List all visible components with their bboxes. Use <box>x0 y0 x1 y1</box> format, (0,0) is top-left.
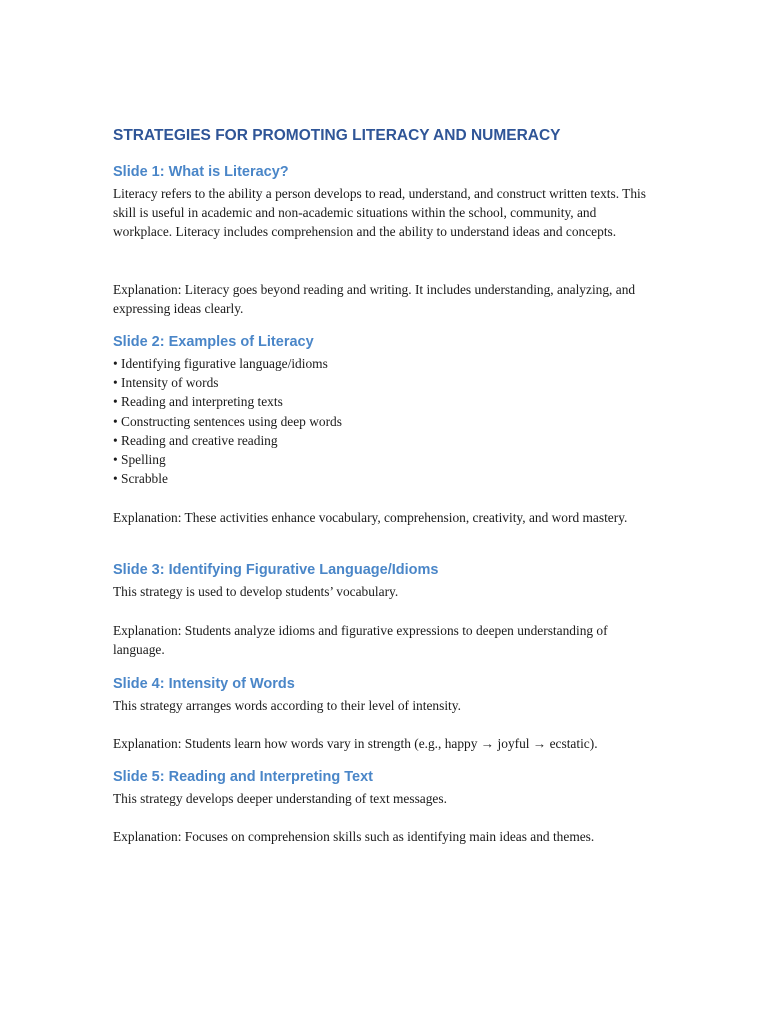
slide-5-explanation: Explanation: Focuses on comprehension skills such as identifying main ideas and themes. <box>113 829 595 844</box>
slide-1-heading: Slide 1: What is Literacy? <box>113 164 289 180</box>
slide-5-body: This strategy develops deeper understanding of text messages. <box>113 791 447 806</box>
slide-5-heading: Slide 5: Reading and Interpreting Text <box>113 769 373 785</box>
slide-1-body: Literacy refers to the ability a person develops to read, understand, and construct written texts. This skill is useful in academic and non-academic situations within the school, community, and workplace. Literacy includes comprehension and the ability to understand ideas and concepts. <box>113 186 646 240</box>
slide-2-heading: Slide 2: Examples of Literacy <box>113 334 314 350</box>
slide-4-heading: Slide 4: Intensity of Words <box>113 676 295 692</box>
document-title: STRATEGIES FOR PROMOTING LITERACY AND NUMERACY <box>113 127 561 144</box>
slide-3-heading: Slide 3: Identifying Figurative Language/Idioms <box>113 562 439 578</box>
slide-2-explanation: Explanation: These activities enhance vocabulary, comprehension, creativity, and word mastery. <box>113 510 628 525</box>
slide-4-body: This strategy arranges words according to their level of intensity. <box>113 698 461 713</box>
list-item: • Scrabble <box>113 471 168 487</box>
list-item: • Identifying figurative language/idioms <box>113 356 328 371</box>
list-item: • Spelling <box>113 452 166 468</box>
list-item: • Reading and creative reading <box>113 432 278 448</box>
slide-2-bullet-list <box>113 354 658 488</box>
slide-4-explanation: Explanation: Students learn how words vary in strength (e.g., happy → joyful → ecstatic). <box>113 736 598 751</box>
slide-1-explanation: Explanation: Literacy goes beyond reading and writing. It includes understanding, analyzing, and expressing ideas clearly. <box>113 282 636 317</box>
slide-3-explanation: Explanation: Students analyze idioms and figurative expressions to deepen understanding of language. <box>113 623 608 658</box>
list-item: • Reading and interpreting texts <box>113 394 283 410</box>
list-item: • Intensity of words <box>113 375 219 391</box>
slide-3-body: This strategy is used to develop students’ vocabulary. <box>113 584 399 599</box>
list-item: • Constructing sentences using deep words <box>113 413 342 429</box>
